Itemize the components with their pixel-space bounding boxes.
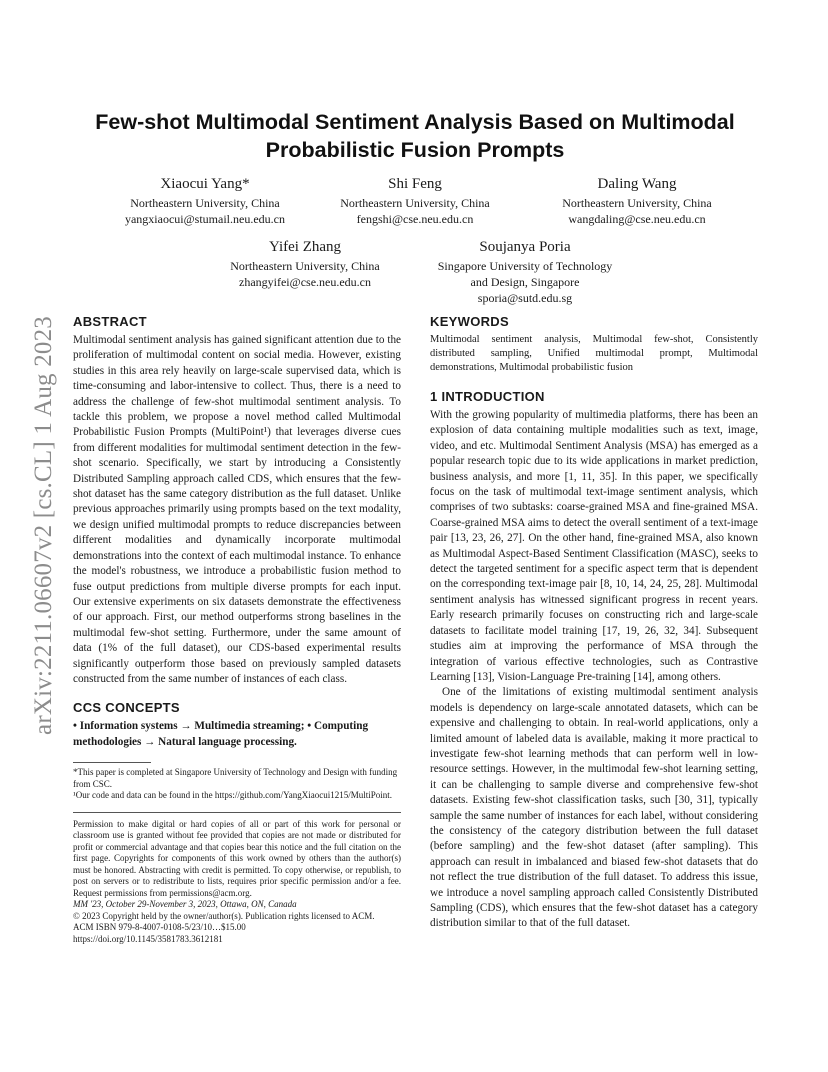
arxiv-watermark	[24, 290, 64, 760]
paper-title: Few-shot Multimodal Sentiment Analysis Based on Multimodal Probabilistic Fusion Prompts	[95, 110, 735, 162]
footnote-2[interactable]: ¹Our code and data can be found in the https://github.com/YangXiaocui1215/MultiPoint.	[73, 790, 392, 801]
arxiv-id: arXiv:2211.06607v2 [cs.CL] 1 Aug 2023	[30, 315, 57, 735]
intro-paragraph-1: With the growing popularity of multimedia platforms, there has been an explosion of data containing multiple modalities such as text, image, video, and etc. Multimodal Sentiment Analysis (MSA) has emerged as a popular research topic due to its wide applications in market prediction, business analysis, and more [1, 11, 35]. In this paper, we specifically focus on the task of multimodal text-image sentiment analysis, which comprises of two subtasks: coarse-grained MSA and fine-grained MSA. Coarse-grained MSA aims to detect the overall sentiment of a text-image pair [13, 23, 26, 27]. On the other hand, fine-grained MSA, also known as Multimodal Aspect-Based Sentiment Classification (MASC), seeks to detect the targeted sentiment for a specific aspect term that is dependent on the corresponding text-image pair [8, 10, 14, 24, 25, 28]. Multimodal sentiment analysis has witnessed significant progress in recent years. Early research primarily focuses on constructing rich and large-scale datasets to facilitate model training [17, 19, 26, 32, 34]. Subsequent studies aim at improving the performance of MSA through the integration of various effective technologies, such as Contrastive Learning [13], Vision-Language Pre-training [14], among others.	[430, 409, 758, 683]
author-affiliation: Singapore University of Technology	[437, 259, 613, 273]
author-name: Yifei Zhang	[268, 239, 342, 255]
abstract-heading: ABSTRACT	[73, 314, 147, 329]
right-column	[430, 314, 758, 932]
footnote-1: *This paper is completed at Singapore University of Technology and Design with funding from CSC.	[73, 767, 398, 789]
author-1	[80, 174, 330, 227]
intro-heading: 1 INTRODUCTION	[430, 389, 545, 404]
author-4	[190, 237, 420, 290]
author-name: Shi Feng	[388, 176, 442, 192]
venue-line: MM '23, October 29-November 3, 2023, Ottawa, ON, Canada	[73, 899, 297, 910]
author-affiliation: Northeastern University, China	[230, 259, 380, 273]
intro-paragraph-2: One of the limitations of existing multimodal sentiment analysis models is dependency on large-scale annotated datasets, which can be expensive and challenging to obtain. In real-world applications, only a limited amount of labeled data is available, making it more practical to investigate few-shot learning methods that can perform well in low-resource settings. However, in the multimodal few-shot learning setting, it can be challenging to sample diverse and comprehensive few-shot datasets. Existing few-shot classification tasks, such [30, 31], typically sample the same number of instances for each label, without considering the consistency of the category distribution between the full dataset (before sampling) and the few-shot dataset (after sampling). This approach can result in imbalanced and biased few-shot datasets that do not reflect the true distribution of the full dataset. To address this issue, we introduce a novel sampling approach called Consistently Distributed Sampling (CDS), which ensures that the few-shot dataset has a category distribution similar to that of the full dataset.	[430, 686, 758, 930]
author-affiliation: Northeastern University, China	[340, 196, 490, 210]
author-affiliation: Northeastern University, China	[130, 196, 280, 210]
footnote-divider	[73, 762, 151, 763]
ccs-heading: CCS CONCEPTS	[73, 700, 180, 716]
author-email[interactable]: zhangyifei@cse.neu.edu.cn	[239, 275, 371, 289]
author-3	[522, 174, 752, 227]
permission-text: Permission to make digital or hard copies of all or part of this work for personal or classroom use is granted without fee provided that copies are not made or distributed for profit or commercial advantage and that copies bear this notice and the full citation on the first page. Copyrights for components of this work owned by others than the author(s) must be honored. Abstracting with credit is permitted. To copy otherwise, or republish, to post on servers or to redistribute to lists, requires prior specific permission and/or a fee. Request permissions from permissions@acm.org.	[73, 818, 401, 898]
isbn-line: ACM ISBN 979-8-4007-0108-5/23/10…$15.00	[73, 922, 246, 933]
author-affiliation: Northeastern University, China	[562, 196, 712, 210]
abstract-text: Multimodal sentiment analysis has gained significant attention due to the proliferation of multimodal content on social media. However, existing studies in this area rely heavily on large-scale supervised data, which is time-consuming and labor-intensive to collect. Thus, there is a need to address the challenge of few-shot multimodal sentiment analysis. To tackle this problem, we propose a novel method called Multimodal Probabilistic Fusion Prompts (MultiPoint¹) that leverages diverse cues from different modalities for multimodal sentiment detection in the few-shot scenario. Specifically, we start by introducing a Consistently Distributed Sampling approach called CDS, which ensures that the few-shot dataset has the same category distribution as the full dataset. Unlike previous approaches primarily using prompts based on the text modality, we design unified multimodal prompts to reduce discrepancies between different modalities and dynamically incorporate multimodal demonstrations into the context of each multimodal instance. To enhance the model's robustness, we introduce a probabilistic fusion method to fuse output predictions from multiple diverse prompts for each input. Our extensive experiments on six datasets demonstrate the effectiveness of our approach. First, our method outperforms strong baselines in the multimodal few-shot setting. Furthermore, under the same amount of data (1% of the full dataset), our CDS-based experimental results significantly outperform those based on previously sampled datasets constructed from the same number of instances of each class.	[73, 334, 401, 685]
left-column	[73, 314, 401, 945]
author-affiliation: and Design, Singapore	[470, 275, 580, 289]
ccs-text: • Information systems → Multimedia streaming; • Computing methodologies → Natural language processing.	[73, 720, 369, 748]
keywords-heading: KEYWORDS	[430, 314, 509, 329]
copyright-line: © 2023 Copyright held by the owner/author(s). Publication rights licensed to ACM.	[73, 910, 375, 921]
author-email[interactable]: fengshi@cse.neu.edu.cn	[356, 212, 474, 226]
author-email[interactable]: wangdaling@cse.neu.edu.cn	[568, 212, 706, 226]
author-name: Daling Wang	[597, 176, 677, 192]
author-name: Xiaocui Yang*	[160, 176, 250, 192]
author-email[interactable]: yangxiaocui@stumail.neu.edu.cn	[124, 212, 285, 226]
author-5	[410, 237, 640, 306]
keywords-text: Multimodal sentiment analysis, Multimodal few-shot, Consistently distributed sampling, Unified multimodal prompt, Multimodal demonstrations, Multimodal probabilistic fusion	[430, 334, 758, 373]
author-2	[300, 174, 530, 227]
author-email[interactable]: sporia@sutd.edu.sg	[477, 291, 573, 305]
permission-divider	[73, 812, 401, 813]
doi-link[interactable]: https://doi.org/10.1145/3581783.3612181	[73, 933, 223, 944]
author-name: Soujanya Poria	[479, 239, 571, 255]
